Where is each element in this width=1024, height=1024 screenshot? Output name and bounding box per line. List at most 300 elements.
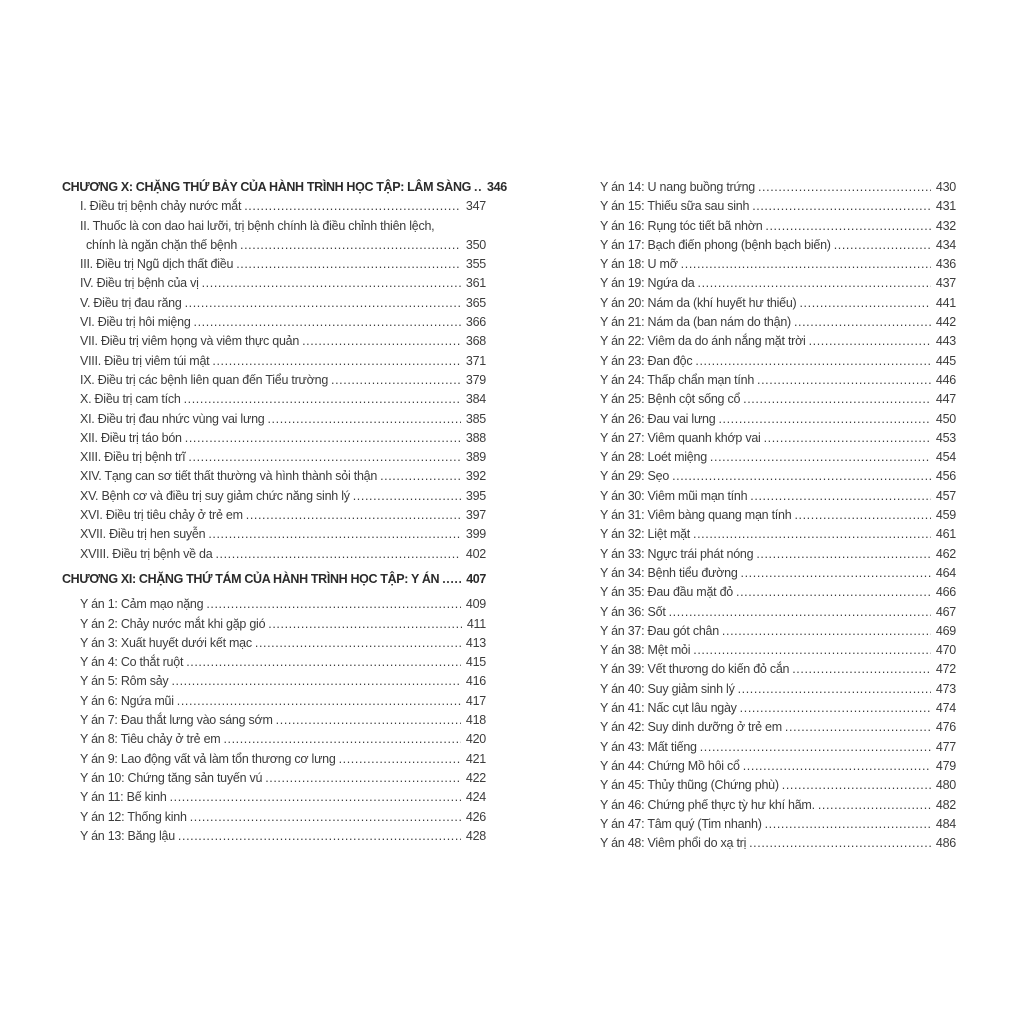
toc-entry-page-number: 445 — [935, 353, 956, 368]
toc-entry-page-number: 441 — [935, 295, 956, 310]
toc-entry-line — [62, 634, 486, 653]
dot-leader — [188, 448, 460, 467]
toc-entry-row — [600, 429, 956, 448]
toc-chapter-title: CHƯƠNG XI: CHẶNG THỨ TÁM CỦA HÀNH TRÌNH HỌC TẬP: Y ÁN — [62, 571, 440, 586]
toc-chapter-row — [62, 178, 507, 197]
dot-leader — [474, 178, 482, 197]
toc-entry-line — [62, 274, 486, 293]
toc-entry-page-number: 388 — [465, 430, 486, 445]
toc-entry-row — [600, 622, 956, 641]
toc-entry-row — [600, 274, 956, 293]
toc-entry-title: Y án 40: Suy giảm sinh lý — [600, 681, 735, 696]
toc-entry-page-number: 467 — [935, 604, 956, 619]
toc-entry-line — [62, 769, 486, 788]
toc-entry-row — [600, 448, 956, 467]
toc-entry-row — [600, 757, 956, 776]
dot-leader — [736, 583, 931, 602]
dot-leader — [765, 217, 930, 236]
toc-entry-page-number: 430 — [935, 180, 956, 194]
toc-entry-title: Y án 9: Lao động vất vả làm tổn thương cơ lưng — [80, 751, 336, 766]
toc-entry-row — [62, 692, 486, 711]
toc-entry-row — [62, 525, 486, 544]
toc-entry-row — [62, 595, 486, 614]
toc-entry-title: Y án 29: Sẹo — [600, 469, 670, 484]
toc-entry-row — [62, 429, 486, 448]
toc-entry-row — [62, 467, 486, 486]
toc-entry-title: Y án 14: U nang buồng trứng — [600, 180, 755, 194]
dot-leader — [442, 570, 461, 589]
dot-leader — [698, 274, 931, 293]
toc-entry-page-number: 422 — [465, 770, 486, 785]
toc-entry-page-number: 453 — [935, 430, 956, 445]
toc-entry-title: X. Điều trị cam tích — [80, 392, 181, 407]
toc-entry-page-number: 413 — [465, 635, 486, 650]
toc-entry-line — [62, 653, 486, 672]
toc-entry-page-number: 418 — [465, 713, 486, 728]
toc-entry-row — [62, 197, 486, 216]
dot-leader — [276, 711, 461, 730]
toc-entry-page-number: 431 — [935, 199, 956, 214]
toc-entry-line-2 — [62, 236, 486, 255]
toc-entry-row — [600, 525, 956, 544]
toc-entry-line — [600, 255, 956, 274]
toc-entry-title: Y án 32: Liệt mặt — [600, 527, 691, 542]
toc-entry-title: Y án 4: Co thắt ruột — [80, 655, 184, 670]
toc-entry-title: Y án 22: Viêm da do ánh nắng mặt trời — [600, 334, 806, 349]
toc-entry-line — [600, 738, 956, 757]
dot-leader — [752, 197, 931, 216]
dot-leader — [339, 750, 461, 769]
toc-entry-page-number: 384 — [465, 392, 486, 407]
dot-leader — [178, 827, 461, 846]
dot-leader — [758, 178, 931, 197]
toc-entry-page-number: 350 — [465, 237, 486, 252]
toc-entry-row — [600, 545, 956, 564]
toc-entry-page-number: 457 — [935, 488, 956, 503]
dot-leader — [669, 603, 931, 622]
toc-entry-page-number: 486 — [935, 836, 956, 851]
toc-entry-page-number: 424 — [465, 790, 486, 805]
toc-column-left — [62, 178, 507, 846]
dot-leader — [255, 634, 461, 653]
toc-entry-line — [600, 178, 956, 197]
toc-entry-row — [600, 660, 956, 679]
dot-leader — [740, 699, 931, 718]
toc-entry-page-number: 462 — [935, 546, 956, 561]
toc-entry-line-1 — [62, 217, 486, 236]
toc-entry-line — [600, 815, 956, 834]
toc-column-right — [600, 178, 956, 853]
toc-entry-page-number: 421 — [465, 751, 486, 766]
toc-entry-title: Y án 23: Đan độc — [600, 353, 693, 368]
toc-entry-row — [62, 448, 486, 467]
toc-entry-page-number: 459 — [935, 508, 956, 523]
toc-entry-title: VII. Điều trị viêm họng và viêm thực quản — [80, 334, 300, 349]
toc-entry-line — [62, 595, 486, 614]
toc-entry-line — [62, 672, 486, 691]
toc-entry-line — [62, 487, 486, 506]
dot-leader — [185, 294, 461, 313]
dot-leader — [302, 332, 461, 351]
toc-entry-title-continued: chính là ngăn chặn thế bệnh — [86, 237, 238, 252]
toc-entry-title: Y án 18: U mỡ — [600, 257, 678, 272]
toc-entry-line — [600, 410, 956, 429]
toc-entry-row — [62, 672, 486, 691]
toc-entry-page-number: 417 — [465, 693, 486, 708]
dot-leader — [331, 371, 461, 390]
toc-entry-title: Y án 48: Viêm phổi do xạ trị — [600, 836, 747, 851]
toc-entry-row — [62, 217, 486, 256]
toc-chapter-line — [62, 178, 507, 197]
toc-entry-page-number: 347 — [465, 199, 486, 214]
toc-entry-title: Y án 15: Thiếu sữa sau sinh — [600, 199, 750, 214]
toc-entry-line — [600, 564, 956, 583]
toc-entry-row — [62, 634, 486, 653]
toc-entry-line — [600, 622, 956, 641]
dot-leader — [212, 352, 460, 371]
toc-entry-row — [62, 506, 486, 525]
toc-entry-line — [600, 352, 956, 371]
toc-entry-page-number: 443 — [935, 334, 956, 349]
toc-entry-line — [600, 641, 956, 660]
toc-entry-line — [62, 410, 486, 429]
toc-entry-page-number: 361 — [465, 276, 486, 291]
dot-leader — [710, 448, 931, 467]
toc-entry-page-number: 426 — [465, 809, 486, 824]
toc-entry-title: I. Điều trị bệnh chảy nước mắt — [80, 199, 242, 214]
toc-entry-title: II. Thuốc là con dao hai lưỡi, trị bệnh chính là điều chỉnh thiên lệch, — [80, 218, 435, 233]
toc-entry-line — [600, 699, 956, 718]
dot-leader — [246, 506, 461, 525]
toc-entry-title: IV. Điều trị bệnh của vị — [80, 276, 199, 291]
dot-leader — [749, 834, 931, 853]
toc-entry-title: Y án 21: Nám da (ban nám do thận) — [600, 315, 791, 330]
toc-entry-row — [62, 711, 486, 730]
toc-entry-title: Y án 37: Đau gót chân — [600, 623, 719, 638]
toc-entry-title: Y án 13: Băng lậu — [80, 828, 175, 843]
dot-leader — [693, 525, 931, 544]
toc-entry-line — [600, 294, 956, 313]
toc-entry-page-number: 366 — [465, 315, 486, 330]
toc-entry-row — [62, 615, 486, 634]
dot-leader — [171, 672, 460, 691]
dot-leader — [738, 680, 931, 699]
toc-entry-row — [62, 827, 486, 846]
toc-entry-title: Y án 34: Bệnh tiểu đường — [600, 565, 738, 580]
toc-entry-row — [600, 390, 956, 409]
toc-entry-row — [600, 796, 956, 815]
toc-entry-page-number: 411 — [466, 616, 486, 631]
toc-entry-line — [600, 776, 956, 795]
toc-entry-page-number: 477 — [935, 739, 956, 754]
toc-entry-line — [600, 429, 956, 448]
toc-entry-page-number: 397 — [465, 508, 486, 523]
toc-entry-row — [62, 274, 486, 293]
toc-entry-page-number: 466 — [935, 585, 956, 600]
toc-entry-row — [62, 653, 486, 672]
toc-entry-line — [600, 197, 956, 216]
toc-entry-line — [62, 788, 486, 807]
toc-entry-row — [62, 332, 486, 351]
toc-entry-title: XVIII. Điều trị bệnh về da — [80, 546, 213, 561]
toc-entry-title: Y án 12: Thống kinh — [80, 809, 187, 824]
toc-entry-row — [600, 352, 956, 371]
dot-leader — [184, 390, 461, 409]
toc-entry-row — [62, 352, 486, 371]
toc-entry-row — [600, 294, 956, 313]
toc-entry-page-number: 469 — [935, 623, 956, 638]
toc-entry-row — [600, 680, 956, 699]
toc-entry-line — [62, 827, 486, 846]
dot-leader — [741, 564, 931, 583]
toc-entry-title: Y án 43: Mất tiếng — [600, 739, 697, 754]
dot-leader — [380, 467, 461, 486]
toc-entry-row — [600, 699, 956, 718]
dot-leader — [202, 274, 461, 293]
toc-entry-line — [62, 506, 486, 525]
dot-leader — [700, 738, 931, 757]
toc-entry-row — [62, 410, 486, 429]
toc-entry-page-number: 472 — [935, 662, 956, 677]
toc-entry-row — [600, 487, 956, 506]
toc-entry-title: Y án 3: Xuất huyết dưới kết mạc — [80, 635, 252, 650]
toc-entry-line — [62, 352, 486, 371]
toc-entry-line — [62, 525, 486, 544]
toc-entry-title: Y án 20: Nám da (khí huyết hư thiếu) — [600, 295, 797, 310]
toc-entry-line — [600, 217, 956, 236]
toc-entry-line — [600, 274, 956, 293]
toc-entry-page-number: 402 — [465, 546, 486, 561]
dot-leader — [782, 776, 931, 795]
toc-entry-row — [600, 564, 956, 583]
toc-entry-title: Y án 27: Viêm quanh khớp vai — [600, 430, 761, 445]
toc-entry-line — [62, 615, 486, 634]
dot-leader — [268, 615, 462, 634]
toc-entry-page-number: 470 — [935, 643, 956, 658]
toc-entry-line — [62, 448, 486, 467]
toc-entry-page-number: 436 — [935, 257, 956, 272]
toc-entry-page-number: 385 — [465, 411, 486, 426]
toc-entry-line — [62, 371, 486, 390]
toc-entry-line — [62, 692, 486, 711]
toc-entry-row — [62, 730, 486, 749]
toc-entry-line — [62, 429, 486, 448]
toc-entry-page-number: 428 — [465, 828, 486, 843]
toc-entry-page-number: 473 — [935, 681, 956, 696]
toc-entry-line — [600, 236, 956, 255]
toc-entry-title: Y án 11: Bế kinh — [80, 790, 167, 805]
dot-leader — [799, 294, 930, 313]
toc-entry-page-number: 447 — [935, 392, 956, 407]
toc-entry-page-number: 454 — [935, 450, 956, 465]
toc-entry-line — [62, 332, 486, 351]
toc-entry-page-number: 371 — [465, 353, 486, 368]
toc-entry-title: V. Điều trị đau răng — [80, 295, 182, 310]
toc-entry-row — [600, 834, 956, 853]
toc-entry-title: XV. Bệnh cơ và điều trị suy giảm chức năng sinh lý — [80, 488, 350, 503]
toc-entry-page-number: 461 — [935, 527, 956, 542]
toc-entry-line — [600, 313, 956, 332]
toc-entry-line — [600, 448, 956, 467]
toc-entry-title: Y án 16: Rụng tóc tiết bã nhờn — [600, 218, 763, 233]
dot-leader — [765, 815, 931, 834]
dot-leader — [757, 371, 931, 390]
toc-entry-title: Y án 35: Đau đầu mặt đỏ — [600, 585, 734, 600]
dot-leader — [695, 352, 931, 371]
dot-leader — [170, 788, 461, 807]
toc-entry-row — [600, 197, 956, 216]
toc-entry-page-number: 389 — [465, 450, 486, 465]
toc-entry-line — [600, 467, 956, 486]
dot-leader — [764, 429, 931, 448]
toc-entry-line — [62, 545, 486, 564]
toc-entry-line — [62, 750, 486, 769]
toc-entry-line — [62, 390, 486, 409]
toc-entry-title: Y án 19: Ngứa da — [600, 276, 695, 291]
toc-entry-row — [600, 718, 956, 737]
toc-entry-line — [62, 711, 486, 730]
toc-entry-title: VIII. Điều trị viêm túi mật — [80, 353, 210, 368]
toc-entry-row — [62, 808, 486, 827]
toc-entry-page-number: 355 — [465, 257, 486, 272]
toc-entry-page-number: 409 — [465, 597, 486, 612]
dot-leader — [743, 757, 931, 776]
toc-entry-title: XI. Điều trị đau nhức vùng vai lưng — [80, 411, 265, 426]
toc-chapter-page-number: 407 — [466, 571, 486, 586]
toc-entry-title: Y án 42: Suy dinh dưỡng ở trẻ em — [600, 720, 782, 735]
dot-leader — [190, 808, 461, 827]
toc-entry-title: Y án 1: Cảm mạo nặng — [80, 597, 204, 612]
toc-entry-title: Y án 5: Rôm sảy — [80, 674, 169, 689]
toc-entry-page-number: 416 — [465, 674, 486, 689]
toc-entry-title: Y án 10: Chứng tăng sản tuyến vú — [80, 770, 263, 785]
dot-leader — [809, 332, 931, 351]
toc-entry-line — [62, 294, 486, 313]
toc-entry-title: Y án 30: Viêm mũi mạn tính — [600, 488, 748, 503]
toc-entry-line — [62, 197, 486, 216]
toc-entry-row — [600, 217, 956, 236]
toc-entry-title: Y án 25: Bệnh cột sống cổ — [600, 392, 741, 407]
toc-entry-line — [62, 467, 486, 486]
toc-chapter-page-number: 346 — [487, 180, 507, 194]
toc-entry-page-number: 479 — [935, 758, 956, 773]
toc-entry-row — [600, 313, 956, 332]
toc-entry-row — [600, 776, 956, 795]
dot-leader — [353, 487, 461, 506]
toc-entry-title: Y án 38: Mệt mỏi — [600, 643, 691, 658]
dot-leader — [240, 236, 461, 255]
toc-entry-title: Y án 17: Bạch điến phong (bệnh bạch biến) — [600, 237, 831, 252]
dot-leader — [206, 595, 461, 614]
toc-entry-title: Y án 45: Thủy thũng (Chứng phù) — [600, 778, 779, 793]
toc-entry-line — [600, 680, 956, 699]
toc-entry-title: Y án 7: Đau thắt lưng vào sáng sớm — [80, 713, 273, 728]
toc-entry-title: Y án 36: Sốt — [600, 604, 666, 619]
toc-entry-row — [600, 641, 956, 660]
toc-entry-row — [62, 750, 486, 769]
toc-entry-page-number: 474 — [935, 701, 956, 716]
toc-entry-line — [62, 313, 486, 332]
toc-entry-page-number: 434 — [935, 237, 956, 252]
dot-leader — [265, 769, 461, 788]
toc-entry-page-number: 437 — [935, 276, 956, 291]
dot-leader — [186, 653, 461, 672]
toc-entry-title: XIII. Điều trị bệnh trĩ — [80, 450, 186, 465]
toc-entry-line — [600, 506, 956, 525]
dot-leader — [750, 487, 931, 506]
toc-entry-row — [600, 410, 956, 429]
dot-leader — [177, 692, 461, 711]
toc-entry-line — [600, 834, 956, 853]
toc-entry-title: Y án 31: Viêm bàng quang mạn tính — [600, 508, 792, 523]
dot-leader — [718, 410, 930, 429]
dot-leader — [194, 313, 461, 332]
toc-entry-page-number: 392 — [465, 469, 486, 484]
dot-leader — [681, 255, 931, 274]
toc-entry-page-number: 446 — [935, 372, 956, 387]
toc-entry-row — [62, 313, 486, 332]
toc-entry-page-number: 482 — [935, 797, 956, 812]
toc-entry-row — [62, 294, 486, 313]
dot-leader — [215, 545, 460, 564]
toc-entry-row — [600, 371, 956, 390]
toc-entry-row — [62, 769, 486, 788]
toc-entry-row — [600, 255, 956, 274]
toc-entry-line — [600, 660, 956, 679]
toc-entry-title: Y án 8: Tiêu chảy ở trẻ em — [80, 732, 221, 747]
toc-entry-title: XVI. Điều trị tiêu chảy ở trẻ em — [80, 508, 243, 523]
dot-leader — [794, 313, 931, 332]
toc-entry-title: Y án 33: Ngực trái phát nóng — [600, 546, 754, 561]
toc-entry-row — [600, 236, 956, 255]
toc-entry-row — [62, 788, 486, 807]
toc-entry-title: III. Điều trị Ngũ dịch thất điều — [80, 257, 234, 272]
toc-entry-page-number: 415 — [465, 655, 486, 670]
toc-entry-page-number: 420 — [465, 732, 486, 747]
toc-entry-title: XIV. Tạng can sơ tiết thất thường và hình thành sỏi thận — [80, 469, 378, 484]
toc-entry-row — [600, 467, 956, 486]
dot-leader — [722, 622, 931, 641]
dot-leader — [185, 429, 461, 448]
dot-leader — [743, 390, 931, 409]
toc-entry-row — [62, 255, 486, 274]
dot-leader — [818, 796, 931, 815]
toc-entry-row — [600, 583, 956, 602]
toc-entry-line — [600, 390, 956, 409]
toc-entry-title: Y án 46: Chứng phế thực tỳ hư khí hãm. — [600, 797, 815, 812]
dot-leader — [223, 730, 460, 749]
toc-entry-page-number: 464 — [935, 565, 956, 580]
dot-leader — [267, 410, 460, 429]
toc-entry-line — [600, 718, 956, 737]
toc-entry-title: Y án 24: Thấp chẩn mạn tính — [600, 372, 755, 387]
toc-entry-line — [600, 545, 956, 564]
toc-entry-page-number: 484 — [935, 816, 956, 831]
toc-entry-line — [62, 730, 486, 749]
toc-entry-line — [600, 757, 956, 776]
toc-entry-title: IX. Điều trị các bệnh liên quan đến Tiểu trường — [80, 372, 329, 387]
toc-entry-row — [600, 506, 956, 525]
toc-entry-page-number: 442 — [935, 315, 956, 330]
toc-chapter-row — [62, 570, 486, 589]
toc-entry-page-number: 450 — [935, 411, 956, 426]
dot-leader — [208, 525, 461, 544]
toc-entry-title: Y án 44: Chứng Mồ hôi cổ — [600, 758, 740, 773]
toc-entry-line — [600, 487, 956, 506]
toc-entry-page-number: 395 — [465, 488, 486, 503]
dot-leader — [792, 660, 931, 679]
toc-entry-line — [600, 796, 956, 815]
